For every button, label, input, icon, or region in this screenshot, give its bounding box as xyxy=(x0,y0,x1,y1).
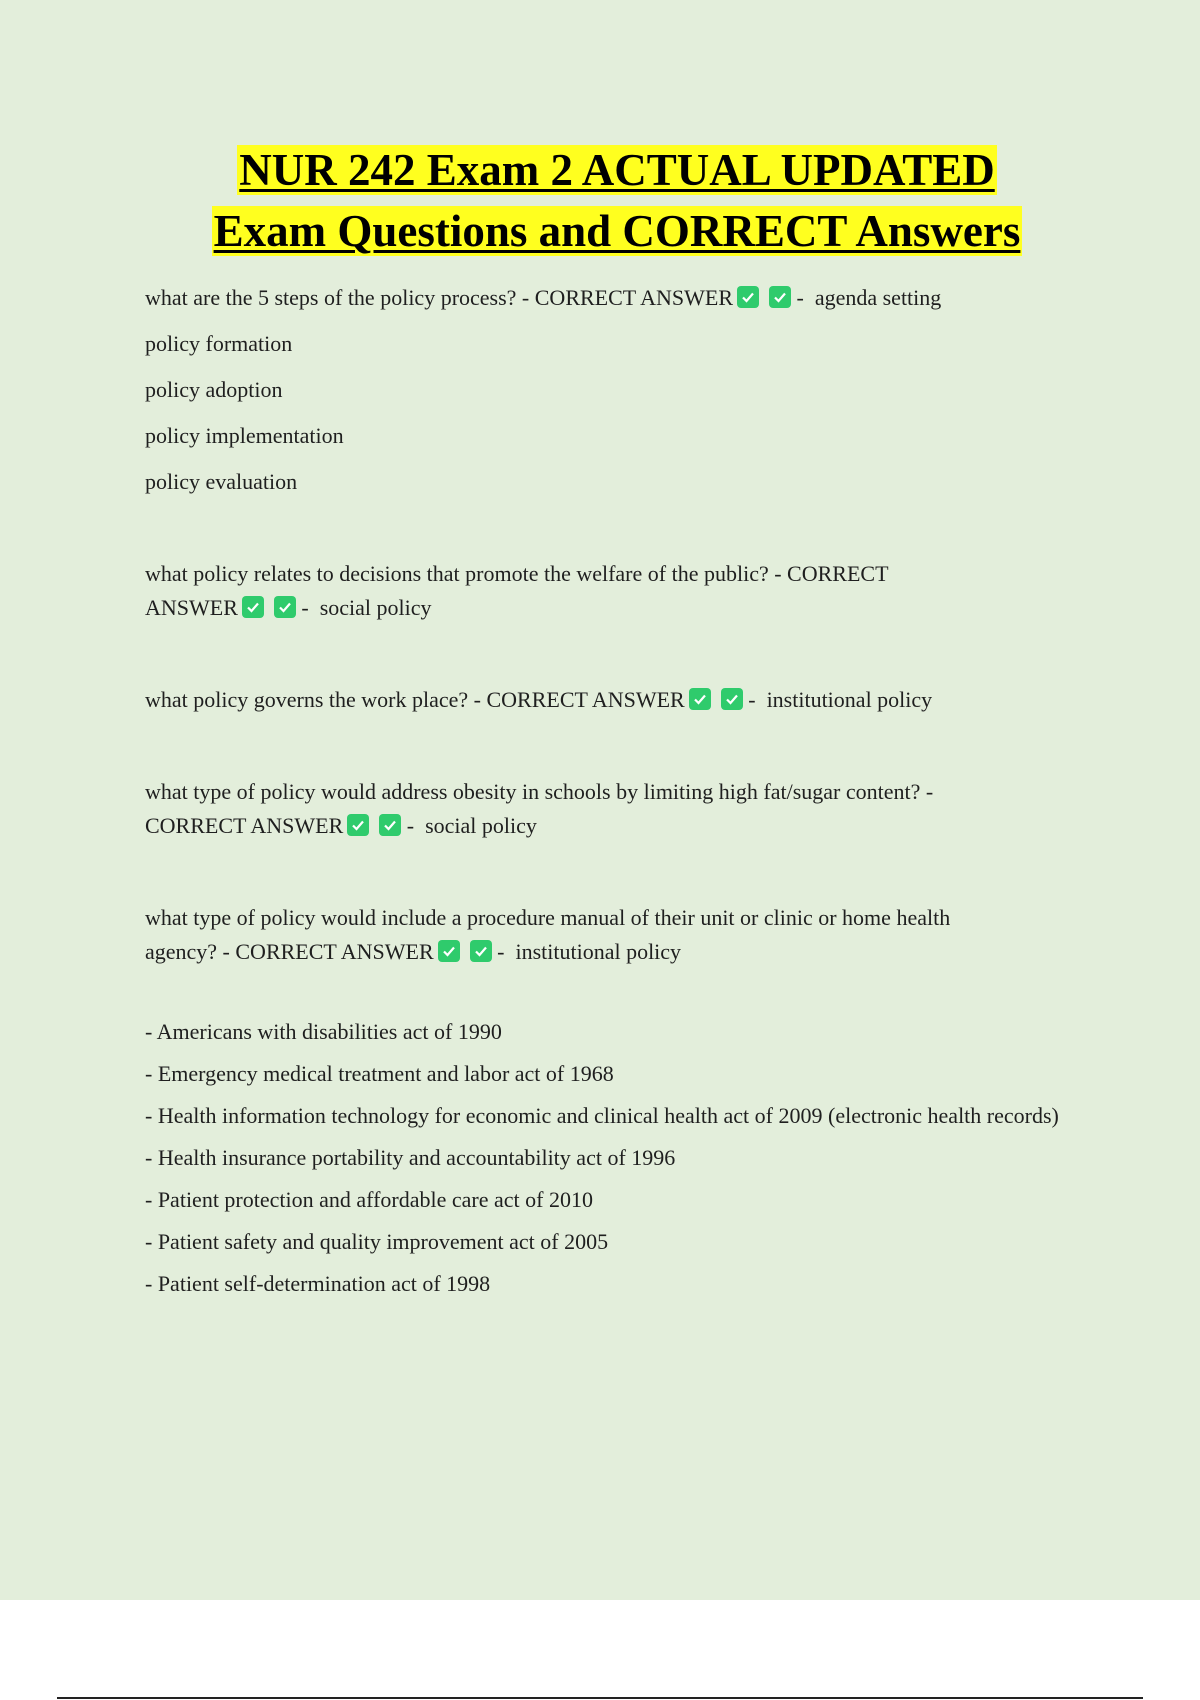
check-box-icon xyxy=(379,814,401,836)
question-text: ANSWER xyxy=(145,595,238,620)
answer-text: agenda setting xyxy=(814,285,942,310)
check-box-icon xyxy=(274,596,296,618)
list-item: - Patient safety and quality improvement act of 2005 xyxy=(145,1229,609,1254)
question-text: what policy relates to decisions that promote the welfare of the public? - CORRECT xyxy=(145,561,889,586)
list-item: - Health insurance portability and accountability act of 1996 xyxy=(145,1145,676,1170)
question-text: what type of policy would include a procedure manual of their unit or clinic or home health xyxy=(145,905,951,930)
question-text: what type of policy would address obesity in schools by limiting high fat/sugar content? - xyxy=(145,779,934,804)
acts-list xyxy=(145,1017,1075,1299)
qa-item xyxy=(145,557,1075,625)
question-text: agency? - CORRECT ANSWER xyxy=(145,939,434,964)
footer-divider xyxy=(57,1697,1143,1699)
question-text: what policy governs the work place? - CORRECT ANSWER xyxy=(145,687,685,712)
list-item: - Health information technology for economic and clinical health act of 2009 (electronic health records) xyxy=(145,1103,1059,1128)
check-box-icon xyxy=(737,286,759,308)
answer-text: institutional policy xyxy=(515,939,682,964)
answer-line: policy evaluation xyxy=(145,469,298,494)
answer-line: policy formation xyxy=(145,331,293,356)
qa-item xyxy=(145,775,1075,843)
check-box-icon xyxy=(242,596,264,618)
question-text: CORRECT ANSWER xyxy=(145,813,344,838)
list-item: - Americans with disabilities act of 1990 xyxy=(145,1019,502,1044)
check-box-icon xyxy=(438,940,460,962)
qa-item xyxy=(145,683,1075,717)
check-box-icon xyxy=(721,688,743,710)
list-item: - Patient protection and affordable care act of 2010 xyxy=(145,1187,593,1212)
list-item: - Emergency medical treatment and labor act of 1968 xyxy=(145,1061,614,1086)
dash: - xyxy=(497,939,505,964)
answer-line: policy adoption xyxy=(145,377,283,402)
check-box-icon xyxy=(689,688,711,710)
title-line-2: Exam Questions and CORRECT Answers xyxy=(213,206,1021,256)
qa-item xyxy=(145,281,1075,315)
check-box-icon xyxy=(470,940,492,962)
document-title xyxy=(60,140,1174,262)
title-line-1: NUR 242 Exam 2 ACTUAL UPDATED xyxy=(239,145,995,195)
answer-text: social policy xyxy=(319,595,432,620)
check-box-icon xyxy=(769,286,791,308)
check-box-icon xyxy=(347,814,369,836)
document-body xyxy=(145,281,1075,1299)
dash: - xyxy=(406,813,415,838)
answer-line: policy implementation xyxy=(145,423,344,448)
dash: - xyxy=(796,285,804,310)
list-item: - Patient self-determination act of 1998 xyxy=(145,1271,491,1296)
question-text: what are the 5 steps of the policy process? - CORRECT ANSWER xyxy=(145,285,733,310)
answer-text: institutional policy xyxy=(766,687,933,712)
dash: - xyxy=(748,687,756,712)
answer-text: social policy xyxy=(425,813,537,838)
qa-item xyxy=(145,901,1075,969)
dash: - xyxy=(301,595,309,620)
